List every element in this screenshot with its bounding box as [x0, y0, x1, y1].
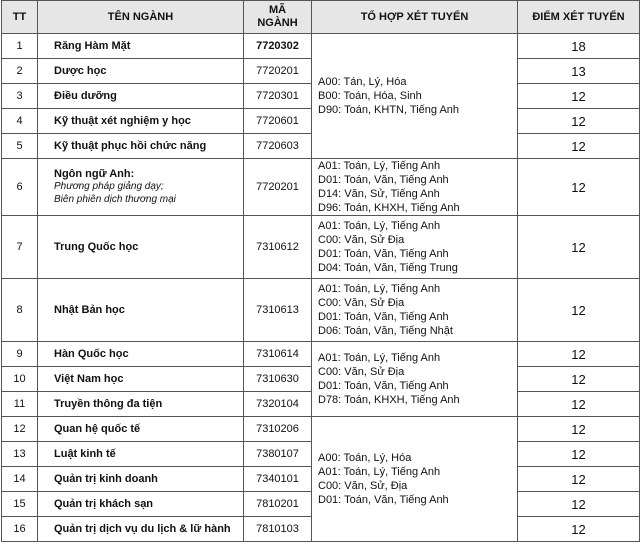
row-name: Dược học: [38, 59, 244, 84]
row-name: Hàn Quốc học: [38, 342, 244, 367]
row-tt: 14: [2, 467, 38, 492]
row-name: Quản trị khách sạn: [38, 492, 244, 517]
table-row: [2, 342, 640, 367]
row-name: Răng Hàm Mặt: [38, 34, 244, 59]
header-code-line1: MÃ: [268, 4, 287, 16]
combo-line: A01: Toán, Lý, Tiếng Anh: [318, 466, 441, 478]
row-score: 12: [518, 342, 640, 367]
row-code: 7310613: [244, 279, 312, 342]
combo-line: D01: Toán, Văn, Tiếng Anh: [318, 248, 449, 260]
row-code: 7310206: [244, 417, 312, 442]
row-code: 7320104: [244, 392, 312, 417]
table-row: [2, 417, 640, 442]
row-tt: 2: [2, 59, 38, 84]
row-tt: 10: [2, 367, 38, 392]
row-code: 7720201: [244, 59, 312, 84]
combo-group-3: [312, 216, 518, 279]
row-score: 18: [518, 34, 640, 59]
row-code: 7720302: [244, 34, 312, 59]
row-score: 12: [518, 216, 640, 279]
row-tt: 1: [2, 34, 38, 59]
combo-line: A01: Toán, Lý, Tiếng Anh: [318, 283, 441, 295]
row-tt: 8: [2, 279, 38, 342]
row-name: Nhật Bản học: [38, 279, 244, 342]
header-row: [2, 1, 640, 34]
row-tt: 4: [2, 109, 38, 134]
combo-group-2: [312, 159, 518, 216]
table-row: [2, 34, 640, 59]
row-score: 12: [518, 492, 640, 517]
row-name: Quan hệ quốc tế: [38, 417, 244, 442]
combo-line: B00: Toán, Hóa, Sinh: [318, 90, 422, 102]
row-name: Quản trị dịch vụ du lịch & lữ hành: [38, 517, 244, 542]
row-tt: 7: [2, 216, 38, 279]
row-score: 12: [518, 109, 640, 134]
combo-line: A01: Toán, Lý, Tiếng Anh: [318, 160, 441, 172]
row-tt: 12: [2, 417, 38, 442]
header-tt: TT: [2, 1, 38, 34]
row-tt: 6: [2, 159, 38, 216]
admission-table: [1, 0, 640, 542]
combo-line: A01: Toán, Lý, Tiếng Anh: [318, 220, 441, 232]
row-code: 7340101: [244, 467, 312, 492]
row-code: 7810103: [244, 517, 312, 542]
combo-line: D06: Toán, Văn, Tiếng Nhật: [318, 325, 453, 337]
combo-line: D14: Văn, Sử, Tiếng Anh: [318, 188, 440, 200]
row-score: 12: [518, 442, 640, 467]
row-code: 7720603: [244, 134, 312, 159]
combo-group-1: [312, 34, 518, 159]
row-code: 7810201: [244, 492, 312, 517]
row-code: 7380107: [244, 442, 312, 467]
row-name: Ngôn ngữ Anh:: [54, 168, 135, 180]
row-name: Kỹ thuật xét nghiệm y học: [38, 109, 244, 134]
combo-line: C00: Văn, Sử Địa: [318, 234, 405, 246]
header-combo: TỔ HỢP XÉT TUYỂN: [312, 1, 518, 34]
table-row: [2, 216, 640, 279]
row-code: 7720301: [244, 84, 312, 109]
combo-line: D01: Toán, Văn, Tiếng Anh: [318, 494, 449, 506]
row-tt: 9: [2, 342, 38, 367]
combo-group-6: [312, 417, 518, 542]
row-code: 7310630: [244, 367, 312, 392]
combo-line: C00: Văn, Sử Địa: [318, 366, 405, 378]
combo-line: C00: Văn, Sử Địa: [318, 297, 405, 309]
row-score: 12: [518, 279, 640, 342]
row-name: Việt Nam học: [38, 367, 244, 392]
row-name: Quản trị kinh doanh: [38, 467, 244, 492]
combo-group-4: [312, 279, 518, 342]
combo-line: D78: Toán, KHXH, Tiếng Anh: [318, 394, 460, 406]
row-name: Trung Quốc học: [38, 216, 244, 279]
row-score: 12: [518, 159, 640, 216]
row-name: Luật kinh tế: [38, 442, 244, 467]
row-score: 12: [518, 417, 640, 442]
table-row: [2, 279, 640, 342]
header-code: [244, 1, 312, 34]
row-name: Điều dưỡng: [38, 84, 244, 109]
row-score: 12: [518, 467, 640, 492]
row-tt: 5: [2, 134, 38, 159]
row-tt: 16: [2, 517, 38, 542]
combo-line: D04: Toán, Văn, Tiếng Trung: [318, 262, 458, 274]
row-code: 7310614: [244, 342, 312, 367]
row-code: 7720601: [244, 109, 312, 134]
row-name: Kỹ thuật phục hồi chức năng: [38, 134, 244, 159]
header-code-line2: NGÀNH: [257, 17, 298, 29]
combo-line: D01: Toán, Văn, Tiếng Anh: [318, 311, 449, 323]
combo-line: D96: Toán, KHXH, Tiếng Anh: [318, 202, 460, 214]
row-tt: 11: [2, 392, 38, 417]
row-code: 7720201: [244, 159, 312, 216]
row-score: 12: [518, 134, 640, 159]
combo-line: D01: Toán, Văn, Tiếng Anh: [318, 174, 449, 186]
header-name: TÊN NGÀNH: [38, 1, 244, 34]
row-score: 13: [518, 59, 640, 84]
combo-line: D01: Toán, Văn, Tiếng Anh: [318, 380, 449, 392]
header-score: ĐIỂM XÉT TUYỂN: [518, 1, 640, 34]
row-name-sub: Biên phiên dịch thương mại: [54, 194, 176, 205]
combo-line: C00: Văn, Sử, Địa: [318, 480, 408, 492]
combo-line: A01: Toán, Lý, Tiếng Anh: [318, 352, 441, 364]
row-name-cell: [38, 159, 244, 216]
combo-group-5: [312, 342, 518, 417]
row-name-sub: Phương pháp giảng dạy;: [54, 181, 164, 192]
combo-line: A00: Tán, Lý, Hóa: [318, 76, 407, 88]
combo-line: D90: Toán, KHTN, Tiếng Anh: [318, 104, 460, 116]
row-score: 12: [518, 367, 640, 392]
row-code: 7310612: [244, 216, 312, 279]
combo-line: A00: Toán, Lý, Hóa: [318, 452, 412, 464]
table-row: [2, 159, 640, 216]
row-tt: 13: [2, 442, 38, 467]
row-tt: 3: [2, 84, 38, 109]
row-score: 12: [518, 517, 640, 542]
row-name: Truyền thông đa tiện: [38, 392, 244, 417]
row-tt: 15: [2, 492, 38, 517]
row-score: 12: [518, 84, 640, 109]
row-score: 12: [518, 392, 640, 417]
